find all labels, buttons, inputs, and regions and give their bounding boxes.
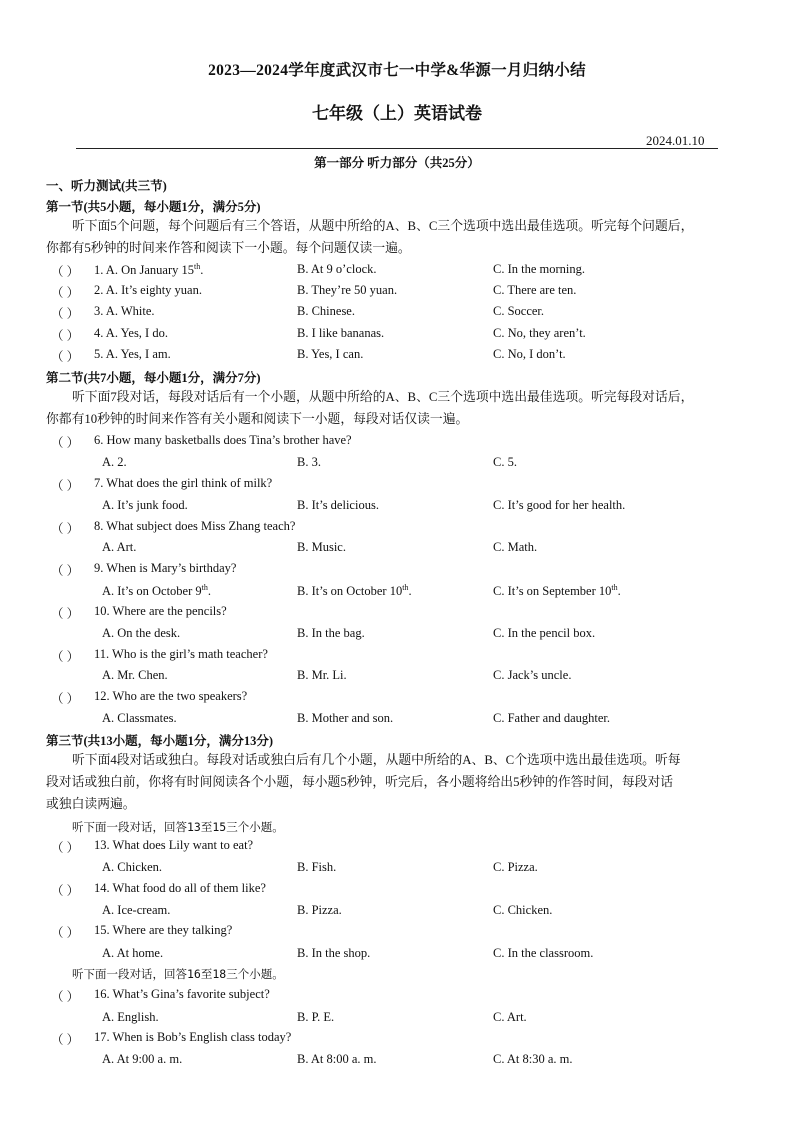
answer-blank[interactable]: （ ） [51,564,80,578]
answer-blank[interactable]: （ ） [51,692,80,706]
option-b: B. I like bananas. [297,326,385,340]
question-text: 6. How many basketballs does Tina’s brother have? [94,433,352,447]
option-c: C. There are ten. [493,283,577,297]
option-c: C. Jack’s uncle. [493,668,572,682]
answer-blank[interactable]: （ ） [51,329,80,343]
question-text: 8. What subject does Miss Zhang teach? [94,519,296,533]
question-row [46,923,750,943]
option-c: C. Art. [493,1010,527,1024]
sub3-title: 第三节(共13小题，每小题1分，满分13分) [46,734,274,748]
answer-blank[interactable]: （ ） [51,436,80,450]
section-heading: 一、听力测试(共三节) [46,179,167,193]
question-text: 10. Where are the pencils? [94,604,227,618]
option-c: C. Soccer. [493,304,545,318]
sub3-instructions: 听下面4段对话或独白。每段对话或独白后有几个小题，从题中所给的A、B、C个选项中选出最佳选项。听每 段对话或独白前，你将有时间阅读各个小题，每小题5秒钟，听完后，各小题将给出5秒钟的作答时间，每段对话 或独白读两遍。 [46,753,681,811]
question-row [46,604,750,624]
option-b: B. At 8:00 a. m. [297,1052,377,1066]
option-c: C. In the pencil box. [493,626,596,640]
exam-title: 2023—2024学年度武汉市七一中学&华源一月归纳小结 [208,62,586,79]
answer-blank[interactable]: （ ） [51,307,80,321]
header-rule [76,148,718,149]
options-row [46,540,750,560]
question-row [46,283,750,303]
answer-blank[interactable]: （ ） [51,265,80,279]
sub1-instructions: 听下面5个问题，每个问题后有三个答语，从题中所给的A、B、C三个选项中选出最佳选项。听完每个问题后， 你都有5秒钟的时间来作答和阅读下一小题。每个问题仅读一遍。 [46,219,694,255]
option-b: B. Music. [297,540,346,554]
option-a: A. Mr. Chen. [102,668,168,682]
options-row [46,946,750,966]
question-row [46,689,750,709]
question-text: 4. A. Yes, I do. [94,326,168,340]
dialogue-note: 听下面一段对话，回答13至15三个小题。 [72,820,284,834]
option-b: B. In the bag. [297,626,365,640]
option-c: C. It’s on September 10th. [493,583,621,599]
question-text: 17. When is Bob’s English class today? [94,1030,292,1044]
option-b: B. At 9 o’clock. [297,262,377,276]
answer-blank[interactable]: （ ） [51,479,80,493]
option-b: B. Fish. [297,860,337,874]
options-row [46,860,750,880]
option-c: C. In the morning. [493,262,586,276]
part-title: 第一部分 听力部分（共25分） [314,156,480,170]
question-text: 12. Who are the two speakers? [94,689,248,703]
exam-date: 2024.01.10 [646,133,705,148]
answer-blank[interactable]: （ ） [51,286,80,300]
option-a: A. English. [102,1010,159,1024]
answer-blank[interactable]: （ ） [51,350,80,364]
option-c: C. Father and daughter. [493,711,610,725]
option-b: B. Mr. Li. [297,668,347,682]
question-row [46,838,750,858]
option-c: C. It’s good for her health. [493,498,626,512]
question-text: 3. A. White. [94,304,155,318]
option-c: C. Pizza. [493,860,538,874]
question-row [46,433,750,453]
option-b: B. P. E. [297,1010,335,1024]
options-row [46,583,750,603]
question-text: 15. Where are they talking? [94,923,233,937]
options-row [46,498,750,518]
option-b: B. It’s delicious. [297,498,379,512]
option-c: C. No, I don’t. [493,347,566,361]
options-row [46,711,750,731]
option-b: B. Chinese. [297,304,355,318]
question-row [46,476,750,496]
question-text: 9. When is Mary’s birthday? [94,561,237,575]
option-b: B. It’s on October 10th. [297,583,412,599]
exam-subtitle: 七年级（上）英语试卷 [312,104,482,123]
question-row [46,304,750,324]
options-row [46,626,750,646]
question-text: 7. What does the girl think of milk? [94,476,273,490]
question-row [46,262,750,282]
question-row [46,561,750,581]
question-text: 14. What food do all of them like? [94,881,266,895]
options-row [46,668,750,688]
question-text: 2. A. It’s eighty yuan. [94,283,202,297]
option-a: A. 2. [102,455,127,469]
option-b: B. They’re 50 yuan. [297,283,398,297]
option-c: C. 5. [493,455,517,469]
option-b: B. Yes, I can. [297,347,364,361]
question-row [46,519,750,539]
options-row [46,455,750,475]
option-c: C. No, they aren’t. [493,326,586,340]
options-row [46,1010,750,1030]
option-c: C. In the classroom. [493,946,594,960]
option-a: A. It’s junk food. [102,498,188,512]
question-text: 16. What’s Gina’s favorite subject? [94,987,270,1001]
option-c: C. Math. [493,540,538,554]
options-row [46,1052,750,1072]
answer-blank[interactable]: （ ） [51,1033,80,1047]
option-a: A. At home. [102,946,164,960]
option-a: A. Chicken. [102,860,163,874]
sub2-instructions: 听下面7段对话，每段对话后有一个小题，从题中所给的A、B、C三个选项中选出最佳选项。听完每段对话后， 你都有10秒钟的时间来作答有关小题和阅读下一小题，每段对话仅读一遍。 [46,390,694,426]
option-b: B. 3. [297,455,321,469]
answer-blank[interactable]: （ ） [51,884,80,898]
question-row [46,881,750,901]
sub1-title: 第一节(共5小题，每小题1分，满分5分) [46,200,261,214]
option-a: A. Classmates. [102,711,177,725]
question-row [46,647,750,667]
question-text: 1. A. On January 15th. [94,262,204,278]
answer-blank[interactable]: （ ） [51,522,80,536]
question-text: 13. What does Lily want to eat? [94,838,254,852]
options-row [46,903,750,923]
option-a: A. It’s on October 9th. [102,583,211,599]
dialogue-note: 听下面一段对话，回答16至18三个小题。 [72,967,284,981]
answer-blank[interactable]: （ ） [51,990,80,1004]
option-b: B. In the shop. [297,946,371,960]
answer-blank[interactable]: （ ） [51,607,80,621]
question-row [46,347,750,367]
option-b: B. Pizza. [297,903,342,917]
option-a: A. Art. [102,540,137,554]
question-text: 5. A. Yes, I am. [94,347,171,361]
question-text: 11. Who is the girl’s math teacher? [94,647,268,661]
answer-blank[interactable]: （ ） [51,841,80,855]
question-row [46,326,750,346]
option-c: C. Chicken. [493,903,553,917]
question-row [46,1030,750,1050]
sub2-title: 第二节(共7小题，每小题1分，满分7分) [46,371,261,385]
option-a: A. At 9:00 a. m. [102,1052,183,1066]
answer-blank[interactable]: （ ） [51,926,80,940]
option-a: A. On the desk. [102,626,181,640]
answer-blank[interactable]: （ ） [51,650,80,664]
question-row [46,987,750,1007]
option-a: A. Ice-cream. [102,903,171,917]
option-c: C. At 8:30 a. m. [493,1052,573,1066]
option-b: B. Mother and son. [297,711,394,725]
